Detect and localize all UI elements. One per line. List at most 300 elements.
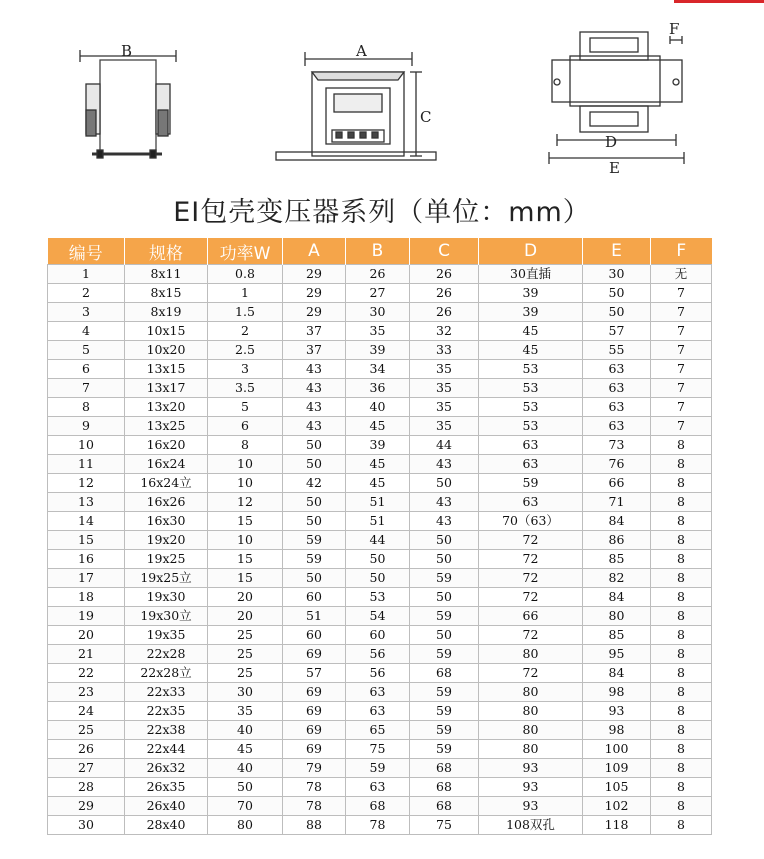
cell-col-spec: 8x11 [125, 265, 208, 284]
cell-col-power: 25 [208, 626, 283, 645]
cell-col-spec: 19x25 [125, 550, 208, 569]
table-row [48, 341, 712, 360]
cell-col-index: 14 [48, 512, 125, 531]
cell-col-b: 51 [346, 512, 410, 531]
header-col-power: 功率W [208, 238, 283, 265]
table-row [48, 607, 712, 626]
cell-col-c: 32 [410, 322, 479, 341]
cell-col-e: 30 [583, 265, 651, 284]
cell-col-c: 59 [410, 569, 479, 588]
cell-col-c: 50 [410, 550, 479, 569]
cell-col-f: 7 [651, 398, 712, 417]
cell-col-power: 40 [208, 721, 283, 740]
cell-col-a: 79 [283, 759, 346, 778]
cell-col-index: 2 [48, 284, 125, 303]
cell-col-e: 102 [583, 797, 651, 816]
cell-col-a: 42 [283, 474, 346, 493]
cell-col-c: 50 [410, 474, 479, 493]
header-col-d: D [479, 238, 583, 265]
cell-col-power: 25 [208, 645, 283, 664]
cell-col-index: 8 [48, 398, 125, 417]
cell-col-c: 44 [410, 436, 479, 455]
table-header-row [48, 238, 712, 265]
cell-col-e: 57 [583, 322, 651, 341]
cell-col-index: 17 [48, 569, 125, 588]
cell-col-d: 80 [479, 645, 583, 664]
header-col-spec: 规格 [125, 238, 208, 265]
table-row [48, 379, 712, 398]
cell-col-c: 35 [410, 398, 479, 417]
cell-col-f: 8 [651, 550, 712, 569]
cell-col-index: 18 [48, 588, 125, 607]
dim-label-c: C [420, 108, 432, 126]
cell-col-b: 45 [346, 417, 410, 436]
cell-col-d: 53 [479, 398, 583, 417]
cell-col-c: 75 [410, 816, 479, 835]
cell-col-e: 85 [583, 626, 651, 645]
cell-col-a: 50 [283, 436, 346, 455]
cell-col-f: 8 [651, 740, 712, 759]
cell-col-a: 43 [283, 417, 346, 436]
cell-col-b: 50 [346, 550, 410, 569]
cell-col-b: 51 [346, 493, 410, 512]
cell-col-index: 25 [48, 721, 125, 740]
spec-table [47, 238, 712, 835]
cell-col-c: 43 [410, 512, 479, 531]
dim-label-f: F [669, 20, 680, 38]
cell-col-power: 15 [208, 569, 283, 588]
cell-col-b: 56 [346, 645, 410, 664]
cell-col-b: 78 [346, 816, 410, 835]
cell-col-power: 40 [208, 759, 283, 778]
cell-col-f: 8 [651, 607, 712, 626]
cell-col-index: 20 [48, 626, 125, 645]
header-col-c: C [410, 238, 479, 265]
table-row [48, 322, 712, 341]
cell-col-spec: 26x32 [125, 759, 208, 778]
table-row [48, 303, 712, 322]
table-row [48, 721, 712, 740]
cell-col-spec: 22x35 [125, 702, 208, 721]
cell-col-a: 37 [283, 322, 346, 341]
cell-col-f: 8 [651, 721, 712, 740]
cell-col-spec: 16x20 [125, 436, 208, 455]
table-row [48, 797, 712, 816]
dim-label-a: A [356, 42, 367, 60]
cell-col-b: 56 [346, 664, 410, 683]
cell-col-power: 80 [208, 816, 283, 835]
cell-col-spec: 16x24立 [125, 474, 208, 493]
cell-col-f: 8 [651, 436, 712, 455]
cell-col-a: 69 [283, 645, 346, 664]
cell-col-a: 60 [283, 626, 346, 645]
cell-col-d: 39 [479, 284, 583, 303]
cell-col-e: 86 [583, 531, 651, 550]
cell-col-d: 72 [479, 588, 583, 607]
cell-col-a: 78 [283, 778, 346, 797]
cell-col-a: 37 [283, 341, 346, 360]
cell-col-b: 60 [346, 626, 410, 645]
cell-col-e: 95 [583, 645, 651, 664]
cell-col-c: 59 [410, 607, 479, 626]
cell-col-b: 30 [346, 303, 410, 322]
cell-col-index: 3 [48, 303, 125, 322]
table-row [48, 645, 712, 664]
cell-col-power: 10 [208, 531, 283, 550]
cell-col-d: 72 [479, 569, 583, 588]
cell-col-index: 10 [48, 436, 125, 455]
cell-col-d: 53 [479, 360, 583, 379]
cell-col-e: 55 [583, 341, 651, 360]
cell-col-e: 50 [583, 303, 651, 322]
table-row [48, 455, 712, 474]
cell-col-b: 27 [346, 284, 410, 303]
cell-col-e: 93 [583, 702, 651, 721]
cell-col-e: 118 [583, 816, 651, 835]
table-row [48, 436, 712, 455]
cell-col-a: 69 [283, 683, 346, 702]
cell-col-c: 43 [410, 493, 479, 512]
cell-col-a: 57 [283, 664, 346, 683]
table-body [48, 265, 712, 835]
cell-col-c: 68 [410, 778, 479, 797]
cell-col-b: 63 [346, 702, 410, 721]
cell-col-power: 35 [208, 702, 283, 721]
table-row [48, 265, 712, 284]
cell-col-e: 105 [583, 778, 651, 797]
dim-label-d: D [605, 133, 618, 151]
header-col-index: 编号 [48, 238, 125, 265]
cell-col-e: 63 [583, 379, 651, 398]
table-row [48, 512, 712, 531]
cell-col-spec: 16x24 [125, 455, 208, 474]
cell-col-d: 72 [479, 664, 583, 683]
cell-col-spec: 22x38 [125, 721, 208, 740]
cell-col-d: 63 [479, 493, 583, 512]
cell-col-power: 8 [208, 436, 283, 455]
cell-col-e: 98 [583, 721, 651, 740]
cell-col-f: 8 [651, 702, 712, 721]
cell-col-e: 82 [583, 569, 651, 588]
cell-col-power: 45 [208, 740, 283, 759]
cell-col-a: 50 [283, 455, 346, 474]
header-col-b: B [346, 238, 410, 265]
cell-col-index: 24 [48, 702, 125, 721]
cell-col-b: 26 [346, 265, 410, 284]
cell-col-c: 50 [410, 626, 479, 645]
cell-col-power: 5 [208, 398, 283, 417]
cell-col-d: 72 [479, 550, 583, 569]
cell-col-a: 50 [283, 493, 346, 512]
cell-col-index: 9 [48, 417, 125, 436]
cell-col-a: 43 [283, 360, 346, 379]
cell-col-b: 39 [346, 341, 410, 360]
cell-col-e: 63 [583, 398, 651, 417]
cell-col-index: 11 [48, 455, 125, 474]
cell-col-spec: 19x20 [125, 531, 208, 550]
cell-col-b: 35 [346, 322, 410, 341]
cell-col-f: 8 [651, 512, 712, 531]
cell-col-power: 2.5 [208, 341, 283, 360]
cell-col-f: 7 [651, 417, 712, 436]
cell-col-f: 8 [651, 683, 712, 702]
cell-col-c: 50 [410, 531, 479, 550]
cell-col-b: 45 [346, 455, 410, 474]
cell-col-spec: 22x28 [125, 645, 208, 664]
cell-col-f: 8 [651, 569, 712, 588]
cell-col-d: 66 [479, 607, 583, 626]
cell-col-d: 93 [479, 759, 583, 778]
cell-col-b: 63 [346, 683, 410, 702]
cell-col-spec: 13x15 [125, 360, 208, 379]
cell-col-f: 8 [651, 778, 712, 797]
cell-col-a: 59 [283, 550, 346, 569]
cell-col-spec: 19x25立 [125, 569, 208, 588]
cell-col-c: 68 [410, 759, 479, 778]
cell-col-a: 43 [283, 398, 346, 417]
cell-col-f: 8 [651, 474, 712, 493]
cell-col-index: 13 [48, 493, 125, 512]
cell-col-c: 26 [410, 284, 479, 303]
cell-col-f: 7 [651, 284, 712, 303]
cell-col-c: 26 [410, 303, 479, 322]
cell-col-power: 10 [208, 474, 283, 493]
cell-col-e: 76 [583, 455, 651, 474]
cell-col-index: 27 [48, 759, 125, 778]
table-row [48, 816, 712, 835]
cell-col-index: 28 [48, 778, 125, 797]
cell-col-e: 100 [583, 740, 651, 759]
cell-col-spec: 19x30立 [125, 607, 208, 626]
cell-col-power: 15 [208, 512, 283, 531]
cell-col-power: 0.8 [208, 265, 283, 284]
cell-col-f: 8 [651, 664, 712, 683]
cell-col-d: 72 [479, 531, 583, 550]
cell-col-f: 8 [651, 626, 712, 645]
cell-col-e: 98 [583, 683, 651, 702]
page-title: EI包壳变压器系列（单位：mm） [173, 197, 591, 228]
cell-col-f: 8 [651, 588, 712, 607]
cell-col-spec: 8x15 [125, 284, 208, 303]
cell-col-f: 8 [651, 531, 712, 550]
cell-col-index: 12 [48, 474, 125, 493]
cell-col-spec: 8x19 [125, 303, 208, 322]
cell-col-spec: 22x44 [125, 740, 208, 759]
cell-col-e: 63 [583, 360, 651, 379]
cell-col-c: 59 [410, 740, 479, 759]
table-row [48, 778, 712, 797]
cell-col-power: 70 [208, 797, 283, 816]
cell-col-d: 45 [479, 322, 583, 341]
cell-col-spec: 16x26 [125, 493, 208, 512]
cell-col-a: 29 [283, 284, 346, 303]
cell-col-e: 85 [583, 550, 651, 569]
transformer-dimension-diagrams [0, 0, 764, 185]
cell-col-e: 84 [583, 588, 651, 607]
cell-col-b: 36 [346, 379, 410, 398]
cell-col-b: 59 [346, 759, 410, 778]
cell-col-b: 44 [346, 531, 410, 550]
cell-col-e: 66 [583, 474, 651, 493]
table-row [48, 531, 712, 550]
table-row [48, 588, 712, 607]
cell-col-index: 30 [48, 816, 125, 835]
cell-col-index: 19 [48, 607, 125, 626]
front-view-diagram [276, 52, 436, 160]
cell-col-a: 69 [283, 721, 346, 740]
cell-col-c: 68 [410, 664, 479, 683]
cell-col-spec: 26x40 [125, 797, 208, 816]
side-view-diagram [80, 50, 176, 158]
cell-col-c: 59 [410, 702, 479, 721]
cell-col-b: 50 [346, 569, 410, 588]
cell-col-a: 50 [283, 512, 346, 531]
cell-col-spec: 13x17 [125, 379, 208, 398]
cell-col-b: 45 [346, 474, 410, 493]
cell-col-power: 3.5 [208, 379, 283, 398]
cell-col-c: 26 [410, 265, 479, 284]
cell-col-c: 59 [410, 683, 479, 702]
cell-col-spec: 13x20 [125, 398, 208, 417]
table-row [48, 550, 712, 569]
cell-col-b: 34 [346, 360, 410, 379]
cell-col-d: 93 [479, 778, 583, 797]
cell-col-d: 30直插 [479, 265, 583, 284]
cell-col-d: 93 [479, 797, 583, 816]
cell-col-c: 35 [410, 360, 479, 379]
cell-col-d: 59 [479, 474, 583, 493]
cell-col-e: 84 [583, 664, 651, 683]
cell-col-a: 51 [283, 607, 346, 626]
cell-col-a: 88 [283, 816, 346, 835]
cell-col-spec: 22x33 [125, 683, 208, 702]
header-col-a: A [283, 238, 346, 265]
cell-col-index: 26 [48, 740, 125, 759]
cell-col-d: 53 [479, 379, 583, 398]
cell-col-power: 12 [208, 493, 283, 512]
cell-col-d: 63 [479, 436, 583, 455]
cell-col-f: 无 [651, 265, 712, 284]
cell-col-e: 80 [583, 607, 651, 626]
cell-col-f: 8 [651, 797, 712, 816]
cell-col-power: 1.5 [208, 303, 283, 322]
cell-col-index: 6 [48, 360, 125, 379]
cell-col-c: 35 [410, 379, 479, 398]
dim-label-b: B [121, 42, 133, 60]
table-row [48, 284, 712, 303]
header-col-e: E [583, 238, 651, 265]
cell-col-c: 35 [410, 417, 479, 436]
cell-col-power: 25 [208, 664, 283, 683]
cell-col-a: 59 [283, 531, 346, 550]
cell-col-e: 73 [583, 436, 651, 455]
header-col-f: F [651, 238, 712, 265]
cell-col-f: 8 [651, 455, 712, 474]
cell-col-f: 7 [651, 379, 712, 398]
cell-col-index: 16 [48, 550, 125, 569]
cell-col-d: 72 [479, 626, 583, 645]
cell-col-power: 2 [208, 322, 283, 341]
cell-col-index: 29 [48, 797, 125, 816]
cell-col-e: 71 [583, 493, 651, 512]
cell-col-d: 80 [479, 683, 583, 702]
cell-col-d: 45 [479, 341, 583, 360]
table-row [48, 759, 712, 778]
cell-col-spec: 28x40 [125, 816, 208, 835]
cell-col-a: 29 [283, 303, 346, 322]
table-row [48, 360, 712, 379]
cell-col-f: 7 [651, 303, 712, 322]
cell-col-index: 4 [48, 322, 125, 341]
cell-col-a: 78 [283, 797, 346, 816]
cell-col-f: 7 [651, 360, 712, 379]
cell-col-f: 8 [651, 493, 712, 512]
table-row [48, 474, 712, 493]
cell-col-spec: 10x20 [125, 341, 208, 360]
cell-col-b: 40 [346, 398, 410, 417]
cell-col-b: 54 [346, 607, 410, 626]
cell-col-index: 22 [48, 664, 125, 683]
table-row [48, 493, 712, 512]
cell-col-spec: 16x30 [125, 512, 208, 531]
cell-col-index: 23 [48, 683, 125, 702]
cell-col-b: 53 [346, 588, 410, 607]
cell-col-power: 50 [208, 778, 283, 797]
cell-col-e: 50 [583, 284, 651, 303]
cell-col-power: 10 [208, 455, 283, 474]
cell-col-f: 7 [651, 341, 712, 360]
cell-col-power: 6 [208, 417, 283, 436]
table-row [48, 417, 712, 436]
cell-col-a: 50 [283, 569, 346, 588]
cell-col-spec: 19x30 [125, 588, 208, 607]
cell-col-d: 80 [479, 740, 583, 759]
cell-col-c: 68 [410, 797, 479, 816]
cell-col-index: 1 [48, 265, 125, 284]
cell-col-c: 43 [410, 455, 479, 474]
table-row [48, 683, 712, 702]
cell-col-c: 33 [410, 341, 479, 360]
cell-col-d: 63 [479, 455, 583, 474]
dim-label-e: E [609, 159, 620, 177]
cell-col-spec: 10x15 [125, 322, 208, 341]
cell-col-b: 65 [346, 721, 410, 740]
cell-col-d: 108双孔 [479, 816, 583, 835]
cell-col-a: 60 [283, 588, 346, 607]
cell-col-d: 53 [479, 417, 583, 436]
cell-col-d: 70（63） [479, 512, 583, 531]
cell-col-index: 21 [48, 645, 125, 664]
cell-col-c: 50 [410, 588, 479, 607]
cell-col-c: 59 [410, 645, 479, 664]
cell-col-power: 20 [208, 607, 283, 626]
cell-col-e: 109 [583, 759, 651, 778]
cell-col-f: 8 [651, 816, 712, 835]
cell-col-c: 59 [410, 721, 479, 740]
cell-col-f: 8 [651, 759, 712, 778]
cell-col-f: 7 [651, 322, 712, 341]
cell-col-index: 15 [48, 531, 125, 550]
cell-col-a: 69 [283, 702, 346, 721]
table-row [48, 664, 712, 683]
table-row [48, 398, 712, 417]
cell-col-power: 15 [208, 550, 283, 569]
cell-col-spec: 13x25 [125, 417, 208, 436]
cell-col-b: 63 [346, 778, 410, 797]
cell-col-power: 3 [208, 360, 283, 379]
cell-col-b: 39 [346, 436, 410, 455]
cell-col-e: 63 [583, 417, 651, 436]
